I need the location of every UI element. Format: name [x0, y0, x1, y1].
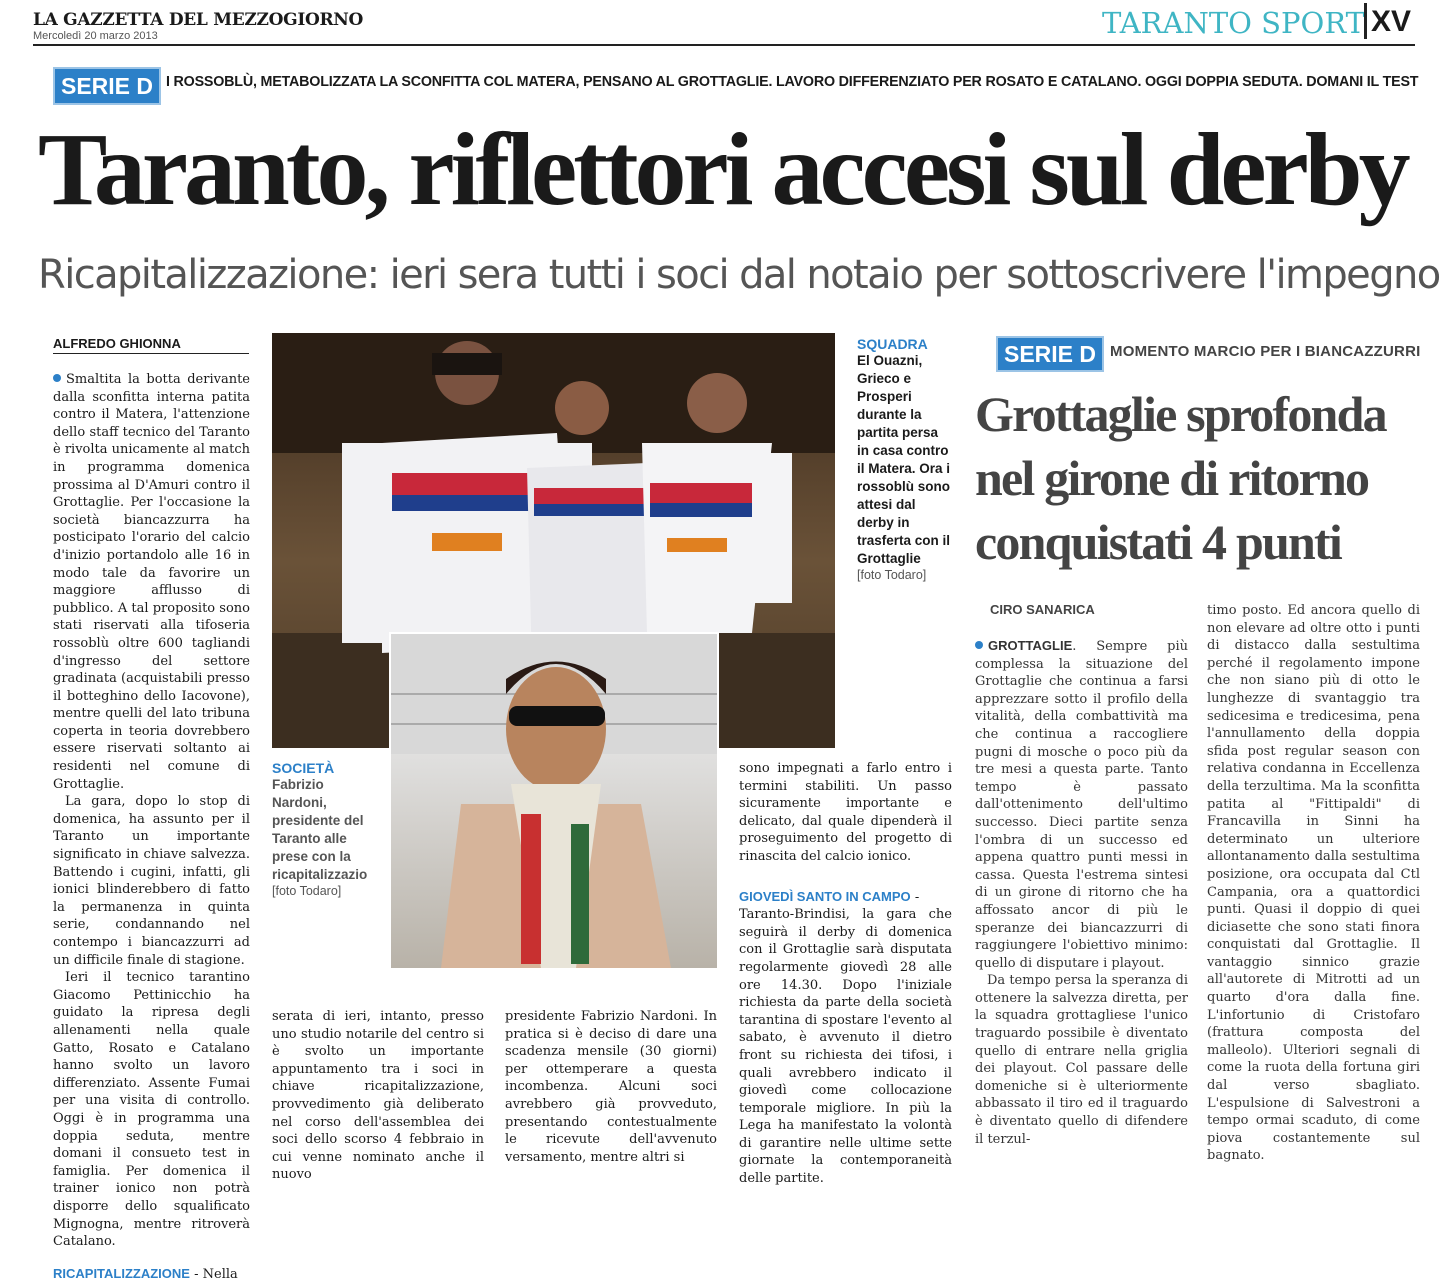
- article-column-2: [272, 1008, 484, 1184]
- caption-title: SQUADRA: [857, 336, 928, 352]
- caption-text: Fabrizio Nardoni, presidente del Taranto alle prese con la ricapitalizzazio: [272, 777, 368, 882]
- caption-text: El Ouazni, Grieco e Prosperi durante la partita persa in casa contro il Matera. Ora i rossoblù sono attesi dal derby in trasferta con il Grottaglie: [857, 353, 951, 566]
- sidebar-serie-d-tag: SERIE D: [996, 336, 1104, 372]
- subheading-tail: -: [914, 889, 920, 905]
- lead-paragraph: Smaltita la botta derivante dalla sconfitta interna patita contro il Matera, l'attenzione dello staff tecnico del Taranto è rivolta unicamente al match in programma domenica prossima al D'Amuri contro il Grottaglie. Per l'occasione la società biancazzurra ha posticipato l'orario del calcio d'inizio portandolo alle 16 in modo tale da favorire un maggiore afflusso di pubblico. A tal proposito sono stati riservati alla tifoseria rossoblù oltre 600 tagliandi d'ingresso del settore gradinata (acquistabili presso il botteghino dello Iacovone), mentre quelli del lato tribuna coperta in teoria dovrebbero essere riservati soltanto ai residenti nel comune di Grottaglie.: [53, 372, 251, 792]
- sidebar-kicker: MOMENTO MARCIO PER I BIANCAZZURRI: [1110, 343, 1421, 360]
- issue-date: Mercoledì 20 marzo 2013: [33, 30, 158, 42]
- caption-societa: [272, 760, 372, 898]
- sidebar-column-1: [975, 637, 1188, 1148]
- page-number: XV: [1364, 3, 1415, 39]
- sidebar-byline: CIRO SANARICA: [990, 602, 1095, 617]
- caption-squadra: [857, 336, 952, 582]
- bullet-dot-icon: [975, 641, 983, 649]
- subheading-tail: - Nella: [194, 1266, 238, 1282]
- article-column-3: [505, 1008, 717, 1166]
- paragraph: sono impegnati a farlo entro i termini stabiliti. Un passo sicuramente importante e delicato, dal quale dipenderà il proseguimento del progetto di rinascita del calcio ionico.: [739, 761, 952, 864]
- sidebar-headline: [975, 382, 1386, 574]
- subheading: RICAPITALIZZAZIONE: [53, 1265, 190, 1281]
- paragraph: Ieri il tecnico tarantino Giacomo Pettinicchio ha guidato la ripresa degli allenamenti nella quale Gatto, Rosato e Catalano hanno svolto un lavoro differenziato. Assente Fumai per una visita di controllo. Oggi è in programma una doppia seduta, mentre domani il consueto test in famiglia. Per domenica il trainer ionico non potrà disporre dello squalificato Mignogna, mentre ritroverà Catalano.: [53, 970, 250, 1250]
- lead-paragraph: . Sempre più complessa la situazione del Grottaglie che continua a farsi apprezzare sotto il profilo della vitalità, della combattività ma che continua a raccogliere pugni di mosche o poco più da tre mesi a questa parte. Tanto tempo è passato dall'ottenimento dell'ultimo successo. Dieci partite senza l'ombra di un successo ed appena quattro punti messi in cassa. Questa l'estrema sintesi di un girone di ritorno che ha affossato ancor di più le speranze dei biancazzurri di raggiungere l'obiettivo minimo: quello di disputare i playout.: [975, 639, 1188, 971]
- paragraph: Taranto-Brindisi, la gara che seguirà il derby di domenica con il Grottaglie sarà disputata regolarmente giovedì 28 alle ore 14.30. Dopo l'iniziale richiesta da parte della società tarantina di spostare l'evento al sabato, è avvenuto il dietro front su richiesta dei tifosi, i quali avrebbero indicato il giovedì come collocazione temporale migliore. In più la Lega ha manifestato la volontà di garantire nelle ultime sette giornate la contemporaneità delle partite.: [739, 907, 952, 1187]
- paragraph: Da tempo persa la speranza di ottenere la salvezza diretta, per la squadra grottagliese l'unico traguardo possibile è diventato quello di entrare nella griglia dei playout. Col passare delle domeniche si è ulteriormente abbassato il tiro ed il traguardo è diventato quello di difendere il terzul-: [975, 973, 1188, 1147]
- article-column-4: [739, 760, 952, 1188]
- headline-line: Grottaglie sprofonda: [975, 386, 1386, 442]
- paragraph: presidente Fabrizio Nardoni. In pratica si è deciso di dare una scadenza mensile (30 giorni) per ottemperare a questa incombenza. Alcuni soci avrebbero già provveduto, presentando contestualmente le ricevute dell'avvenuto versamento, mentre altri si: [505, 1009, 717, 1165]
- article-column-1: [53, 371, 250, 1283]
- president-photo: [389, 632, 719, 970]
- paragraph: timo posto. Ed ancora quello di non elevare ad oltre otto i punti di distacco dalla sestultima perché il regolamento impone che non siano più di otto le lunghezze di svantaggio tra sedicesima e tredicesima, pena l'annullamento della doppia sfida post regular season con relativa condanna in Eccellenza della terzultima. Ma la sconfitta patita al "Fittipaldi" di Francavilla in Sinni ha determinato un ulteriore allontanamento dalla sestultima posizione, ora occupata dal Ctl Campania, ora a quattordici punti. Quasi il doppio di quei diciasette che sono stati finora conquistati dal Grottaglie. Il vantaggio sinnico grazie all'autorete di Mitrotti ad un quarto d'ora dalla fine. L'infortunio di Cristofaro (frattura composta del malleolo). Ulteriori segnali di come la ruota della fortuna giri dal verso sbagliato. L'espulsione di Salvestroni a tempo ormai scaduto, di come piova costantemente sul bagnato.: [1207, 603, 1420, 1164]
- masthead: LA GAZZETTA DEL MEZZOGIORNO: [33, 10, 364, 30]
- president-illustration: [391, 634, 717, 968]
- section-title: TARANTO SPORT: [1101, 6, 1365, 40]
- header-rule: [33, 44, 1415, 46]
- photo-credit: [foto Todaro]: [857, 568, 927, 582]
- photo-credit: [foto Todaro]: [272, 884, 342, 898]
- headline-line: nel girone di ritorno: [975, 450, 1369, 506]
- byline: ALFREDO GHIONNA: [53, 336, 249, 354]
- main-subheadline: Ricapitalizzazione: ieri sera tutti i soci dal notaio per sottoscrivere l'impegno: [38, 252, 1440, 298]
- subheading: GIOVEDÌ SANTO IN CAMPO: [739, 888, 911, 904]
- bullet-dot-icon: [53, 374, 61, 382]
- headline-line: conquistati 4 punti: [975, 514, 1341, 570]
- sidebar-column-2: [1207, 602, 1420, 1165]
- paragraph: La gara, dopo lo stop di domenica, ha assunto per il Taranto un importante significato in chiave salvezza. Battendo i cugini, infatti, gli ionici blinderebbero di fatto la permanenza in quinta serie, condannando nel contempo i biancazzurri ad un difficile finale di stagione.: [53, 794, 250, 968]
- serie-d-tag: SERIE D: [53, 67, 161, 105]
- main-kicker: I ROSSOBLÙ, METABOLIZZATA LA SCONFITTA COL MATERA, PENSANO AL GROTTAGLIE. LAVORO DIFFERENZIATO PER ROSATO E CATALANO. OGGI DOPPIA SEDUTA. DOMANI IL TEST: [166, 74, 1419, 90]
- main-headline: Taranto, riflettori accesi sul derby: [38, 112, 1407, 227]
- dateline: GROTTAGLIE: [988, 638, 1073, 653]
- paragraph: serata di ieri, intanto, presso uno studio notarile del centro si è svolto un importante appuntamento tra i soci in chiave ricapitalizzazione, provvedimento già deliberato nel corso dell'assemblea dei soci dello scorso 4 febbraio in cui venne nominato anche il nuovo: [272, 1009, 484, 1183]
- caption-title: SOCIETÀ: [272, 760, 335, 776]
